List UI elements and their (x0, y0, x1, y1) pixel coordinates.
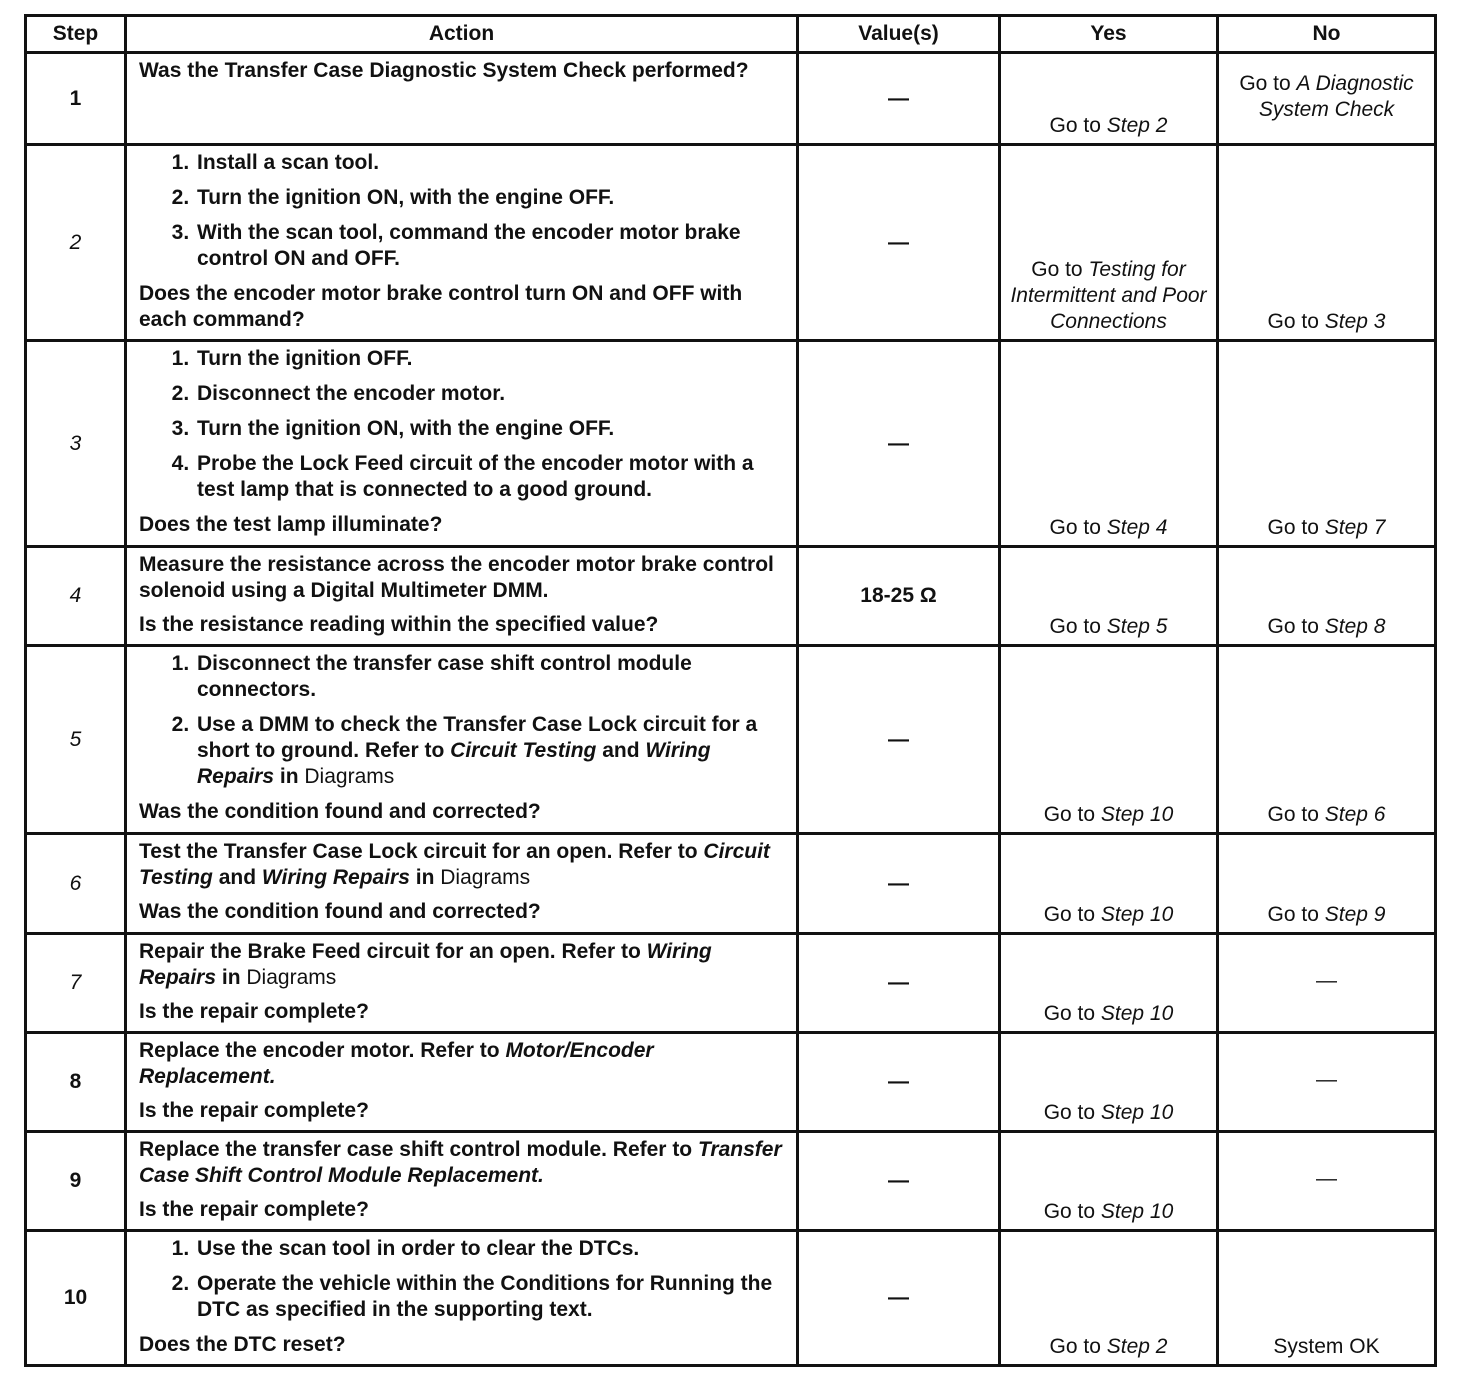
yes-prefix: Go to (1049, 114, 1107, 137)
step-number: 7 (26, 934, 126, 1033)
item-text: Replace the encoder motor. Refer to (139, 1039, 506, 1062)
no-prefix: Go to (1239, 71, 1297, 95)
action-cell (126, 341, 798, 547)
action-question: Does the DTC reset? (139, 1333, 346, 1356)
list-item: 2. Turn the ignition ON, with the engine OFF. (195, 185, 786, 211)
item-text: and (596, 739, 646, 762)
ref-wiring-repairs[interactable]: Wiring Repairs (261, 866, 410, 889)
ref-module-replacement[interactable]: Transfer Case Shift Control Module Replacement. (139, 1138, 782, 1187)
no-cell (1218, 547, 1436, 646)
action-text: Measure the resistance across the encoder motor brake control solenoid using a Digital Multimeter DMM. (139, 553, 774, 602)
action-cell (126, 145, 798, 341)
action-text: Was the Transfer Case Diagnostic System Check performed? (139, 59, 749, 82)
list-item: 3. With the scan tool, command the encoder motor brake control ON and OFF. (195, 220, 786, 272)
value-cell: — (798, 341, 1000, 547)
no-prefix: Go to (1267, 310, 1325, 333)
yes-link[interactable]: Step 5 (1106, 615, 1168, 638)
value-cell: — (798, 1033, 1000, 1132)
ref-motor-encoder-replacement[interactable]: Motor/Encoder Replacement. (139, 1039, 654, 1088)
ref-diagrams[interactable]: Diagrams (246, 966, 337, 989)
action-text (139, 1137, 786, 1189)
header-yes: Yes (1000, 16, 1218, 53)
step-number: 4 (26, 547, 126, 646)
yes-cell (1000, 1033, 1218, 1132)
list-item: 1. Turn the ignition OFF. (195, 346, 786, 372)
list-item: 1. Install a scan tool. (195, 150, 786, 176)
no-link[interactable]: Step 8 (1324, 615, 1386, 638)
table-row (26, 1231, 1436, 1366)
action-cell (126, 834, 798, 934)
action-question: Is the resistance reading within the specified value? (139, 613, 659, 636)
value-cell: 18-25 Ω (798, 547, 1000, 646)
item-text: in (274, 765, 305, 788)
no-cell: — (1218, 934, 1436, 1033)
yes-prefix: Go to (1043, 803, 1101, 826)
no-link[interactable]: Step 9 (1324, 903, 1386, 926)
yes-cell (1000, 145, 1218, 341)
list-item (195, 712, 786, 790)
yes-link[interactable]: Step 2 (1106, 1335, 1168, 1358)
no-cell (1218, 145, 1436, 341)
action-steps (139, 150, 786, 272)
value-cell: — (798, 1231, 1000, 1366)
yes-prefix: Go to (1043, 1101, 1101, 1124)
value-cell: — (798, 646, 1000, 834)
no-cell (1218, 834, 1436, 934)
step-number: 9 (26, 1132, 126, 1231)
yes-prefix: Go to (1043, 1002, 1101, 1025)
no-link[interactable]: A Diagnostic System Check (1258, 71, 1414, 121)
item-text: Replace the transfer case shift control module. Refer to (139, 1138, 698, 1161)
no-cell (1218, 341, 1436, 547)
header-values: Value(s) (798, 16, 1000, 53)
action-cell (126, 1033, 798, 1132)
action-steps (139, 651, 786, 790)
ref-wiring-repairs[interactable]: Wiring Repairs (139, 940, 712, 989)
item-text: Repair the Brake Feed circuit for an open. Refer to (139, 940, 647, 963)
table-row (26, 145, 1436, 341)
list-item: 3. Turn the ignition ON, with the engine OFF. (195, 416, 786, 442)
action-question: Was the condition found and corrected? (139, 900, 541, 923)
value-cell: — (798, 145, 1000, 341)
value-cell: — (798, 53, 1000, 145)
item-text: Test the Transfer Case Lock circuit for an open. Refer to (139, 840, 704, 863)
no-cell: — (1218, 1132, 1436, 1231)
list-item: 1. Disconnect the transfer case shift control module connectors. (195, 651, 786, 703)
action-text (139, 839, 786, 891)
table-row (26, 1033, 1436, 1132)
no-prefix: Go to (1267, 516, 1325, 539)
action-question: Does the encoder motor brake control turn ON and OFF with each command? (139, 282, 743, 331)
no-prefix: Go to (1267, 615, 1325, 638)
yes-prefix: Go to (1043, 903, 1101, 926)
step-number: 2 (26, 145, 126, 341)
action-text (139, 939, 786, 991)
table-row (26, 1132, 1436, 1231)
step-number: 6 (26, 834, 126, 934)
action-text (139, 1038, 786, 1090)
yes-prefix: Go to (1049, 615, 1107, 638)
value-cell: — (798, 1132, 1000, 1231)
step-number: 8 (26, 1033, 126, 1132)
action-cell (126, 547, 798, 646)
action-cell (126, 934, 798, 1033)
no-cell (1218, 53, 1436, 145)
yes-link[interactable]: Step 10 (1100, 1002, 1174, 1025)
yes-link[interactable]: Step 10 (1100, 903, 1174, 926)
header-row (26, 16, 1436, 53)
header-no: No (1218, 16, 1436, 53)
item-text: in (216, 966, 247, 989)
action-cell (126, 1231, 798, 1366)
action-question: Was the condition found and corrected? (139, 800, 541, 823)
table-row (26, 547, 1436, 646)
list-item: 2. Disconnect the encoder motor. (195, 381, 786, 407)
table-row (26, 341, 1436, 547)
item-text: in (409, 866, 441, 889)
yes-cell (1000, 53, 1218, 145)
action-cell (126, 53, 798, 145)
action-question: Is the repair complete? (139, 1000, 369, 1023)
table-row (26, 53, 1436, 145)
diagnostic-table (24, 14, 1437, 1367)
yes-link[interactable]: Step 4 (1106, 516, 1168, 539)
ref-wiring-repairs[interactable]: Wiring Repairs (197, 739, 711, 788)
action-question: Is the repair complete? (139, 1099, 369, 1122)
list-item: 1. Use the scan tool in order to clear the DTCs. (195, 1236, 786, 1262)
item-text: and (212, 866, 262, 889)
yes-cell (1000, 1231, 1218, 1366)
ref-diagrams[interactable]: Diagrams (304, 765, 395, 788)
action-steps (139, 1236, 786, 1323)
yes-cell (1000, 646, 1218, 834)
yes-link[interactable]: Step 10 (1100, 803, 1174, 826)
ref-circuit-testing[interactable]: Circuit Testing (139, 840, 770, 889)
table-row (26, 934, 1436, 1033)
no-cell: — (1218, 1033, 1436, 1132)
ref-diagrams[interactable]: Diagrams (440, 866, 531, 889)
no-link[interactable]: Step 7 (1324, 516, 1386, 539)
yes-prefix: Go to (1031, 258, 1089, 281)
no-prefix: Go to (1267, 903, 1325, 926)
step-number: 10 (26, 1231, 126, 1366)
yes-prefix: Go to (1049, 516, 1107, 539)
value-cell: — (798, 834, 1000, 934)
yes-cell (1000, 547, 1218, 646)
action-cell (126, 646, 798, 834)
yes-prefix: Go to (1043, 1200, 1101, 1223)
yes-link[interactable]: Testing for Intermittent and Poor Connections (1010, 258, 1207, 333)
step-number: 5 (26, 646, 126, 834)
list-item: 2. Operate the vehicle within the Conditions for Running the DTC as specified in the supporting text. (195, 1271, 786, 1323)
ref-circuit-testing[interactable]: Circuit Testing (450, 739, 597, 762)
yes-link[interactable]: Step 10 (1100, 1200, 1174, 1223)
yes-prefix: Go to (1049, 1335, 1107, 1358)
no-cell (1218, 646, 1436, 834)
step-number: 3 (26, 341, 126, 547)
no-link[interactable]: Step 3 (1324, 310, 1386, 333)
header-action: Action (126, 16, 798, 53)
header-step: Step (26, 16, 126, 53)
yes-link[interactable]: Step 2 (1106, 114, 1168, 137)
value-cell: — (798, 934, 1000, 1033)
yes-cell (1000, 1132, 1218, 1231)
no-link[interactable]: Step 6 (1324, 803, 1386, 826)
yes-cell (1000, 834, 1218, 934)
yes-cell (1000, 341, 1218, 547)
action-question: Does the test lamp illuminate? (139, 513, 443, 536)
table-row (26, 834, 1436, 934)
no-cell: System OK (1218, 1231, 1436, 1366)
action-steps (139, 346, 786, 503)
action-cell (126, 1132, 798, 1231)
yes-link[interactable]: Step 10 (1100, 1101, 1174, 1124)
table-row (26, 646, 1436, 834)
list-item: 4. Probe the Lock Feed circuit of the encoder motor with a test lamp that is connected to a good ground. (195, 451, 786, 503)
no-prefix: Go to (1267, 803, 1325, 826)
action-question: Is the repair complete? (139, 1198, 369, 1221)
yes-cell (1000, 934, 1218, 1033)
step-number: 1 (26, 53, 126, 145)
item-text: Use a DMM to check the Transfer Case Lock circuit for a short to ground. Refer to (197, 713, 758, 762)
